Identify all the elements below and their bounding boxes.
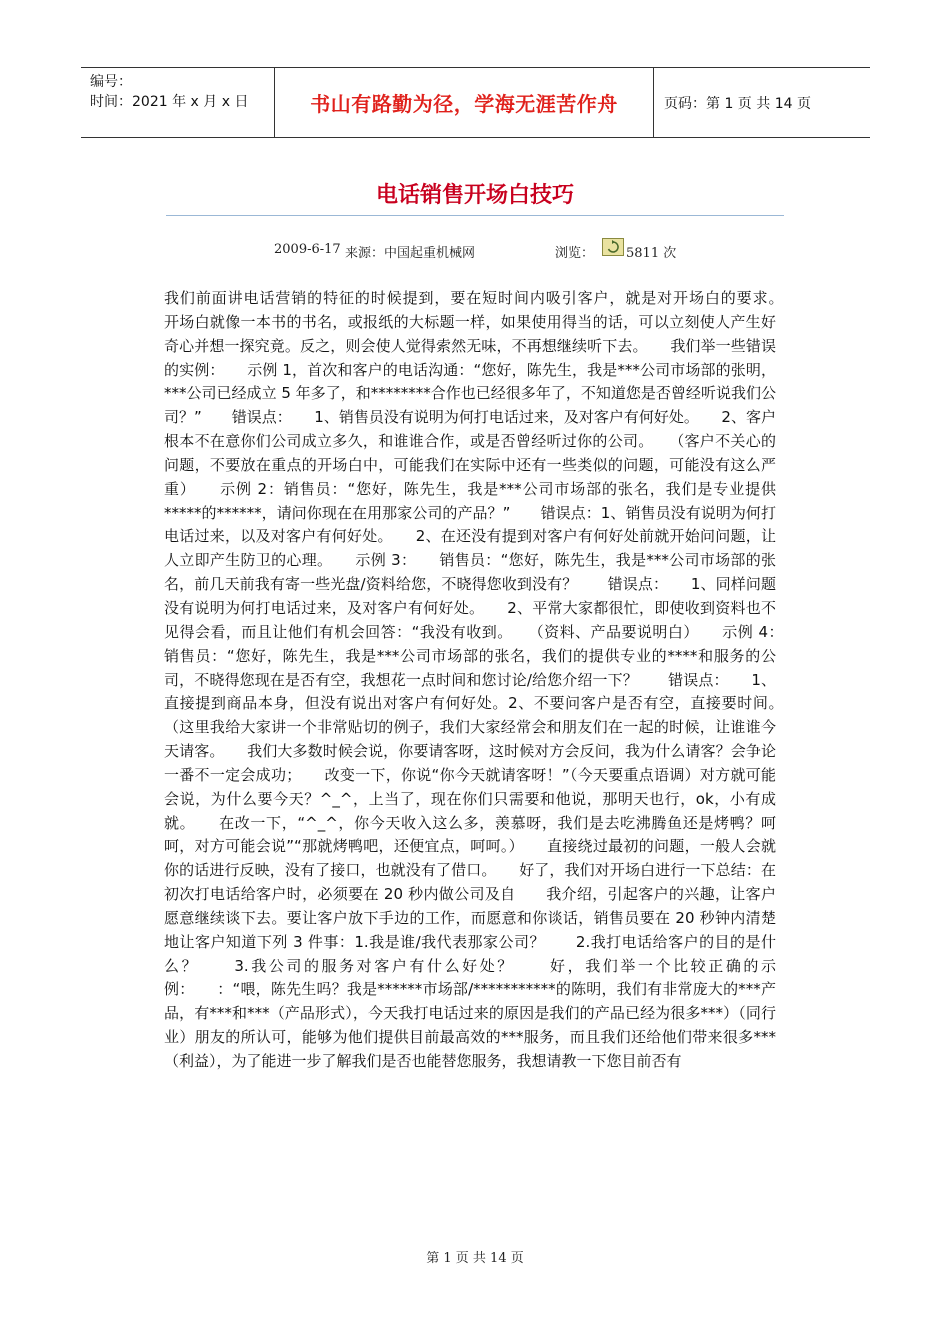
document-header	[81, 67, 870, 138]
article-source: 来源：中国起重机械网	[345, 246, 476, 261]
time-label: 时间：2021 年 x 月 x 日	[90, 94, 249, 110]
motto-text: 书山有路勤为径，学海无涯苦作舟	[310, 92, 618, 116]
page-footer: 第 1 页 共 14 页	[426, 1251, 524, 1266]
page-info: 页码：第 1 页 共 14 页	[664, 95, 811, 112]
views-count: 5811 次	[626, 246, 677, 261]
header-left-cell	[81, 68, 275, 137]
views-label: 浏览：	[555, 246, 595, 261]
title-divider	[166, 215, 784, 216]
header-page-cell	[654, 68, 870, 137]
header-motto-cell	[275, 68, 654, 137]
article-date: 2009-6-17	[274, 242, 341, 257]
article-title: 电话销售开场白技巧	[375, 183, 574, 208]
number-label: 编号：	[90, 74, 132, 90]
article-body: 我们前面讲电话营销的特征的时候提到，要在短时间内吸引客户，就是对开场白的要求。 开场白就像一本书的书名，或报纸的大标题一样，如果使用得当的话，可以立刻使人产生好奇心并想一探究竟。反之，则会使人觉得索然无味，不再想继续听下去。 我们举一些错误的实例： 示例 1，首次和客户的电话沟通：“您好，陈先生，我是***公司市场部的张明，***公司已经成立 5 年多了，和********合作也已经很多年了，不知道您是否曾经听说我们公司？” 错误点： 1、销售员没有说明为何打电话过来，及对客户有何好处。 2、客户根本不在意你们公司成立多久，和谁谁合作，或是否曾经听过你的公司。 （客户不关心的问题，不要放在重点的开场白中，可能我们在实际中还有一些类似的问题，可能没有这么严重） 示例 2：销售员：“您好，陈先生，我是***公司市场部的张名，我们是专业提供*****的******，请问你现在在用那家公司的产品？” 错误点：1、销售员没有说明为何打电话过来，以及对客户有何好处。 2、在还没有提到对客户有何好处前就开始问问题，让人立即产生防卫的心理。 示例 3： 销售员：“您好，陈先生，我是***公司市场部的张名，前几天前我有寄一些光盘/资料给您，不晓得您收到没有？ 错误点： 1、同样问题没有说明为何打电话过来，及对客户有何好处。 2、平常大家都很忙，即使收到资料也不见得会看，而且让他们有机会回答：“我没有收到。 （资料、产品要说明白） 示例 4： 销售员：“您好，陈先生，我是***公司市场部的张名，我们的提供专业的****和服务的公司，不晓得您现在是否有空，我想花一点时间和您讨论/给您介绍一下？ 错误点： 1、直接提到商品本身，但没有说出对客户有何好处。2、不要问客户是否有空，直接要时间。 （这里我给大家讲一个非常贴切的例子，我们大家经常会和朋友们在一起的时候，让谁谁今天请客。 我们大多数时候会说，你要请客呀，这时候对方会反问，我为什么请客？会争论一番不一定会成功； 改变一下，你说“你今天就请客呀！”（今天要重点语调）对方就可能会说，为什么要今天？^_^，上当了，现在你们只需要和他说，那明天也行，ok，小有成就。 在改一下，“^_^，你今天收入这么多，羡慕呀，我们是去吃沸腾鱼还是烤鸭？呵呵，对方可能会说”“那就烤鸭吧，还便宜点，呵呵。） 直接绕过最初的问题，一般人会就你的话进行反映，没有了接口，也就没有了借口。 好了，我们对开场白进行一下总结：在初次打电话给客户时，必须要在 20 秒内做公司及自 我介绍，引起客户的兴趣，让客户愿意继续谈下去。要让客户放下手边的工作，而愿意和你谈话，销售员要在 20 秒钟内清楚地让客户知道下列 3 件事：1.我是谁/我代表那家公司？ 2.我打电话给客户的目的是什么？ 3.我公司的服务对客户有什么好处？ 好，我们举一个比较正确的示例： ：“喂，陈先生吗？我是******市场部/***********的陈明，我们有非常庞大的***产品，有***和***（产品形式），今天我打电话过来的原因是我们的产品已经为很多***）（同行业）朋友的所认可，能够为他们提供目前最高效的***服务，而且我们还给他们带来很多***（利益），为了能进一步了解我们是否也能替您服务，我想请教一下您目前否有	[164, 289, 807, 1070]
refresh-icon	[602, 238, 624, 256]
